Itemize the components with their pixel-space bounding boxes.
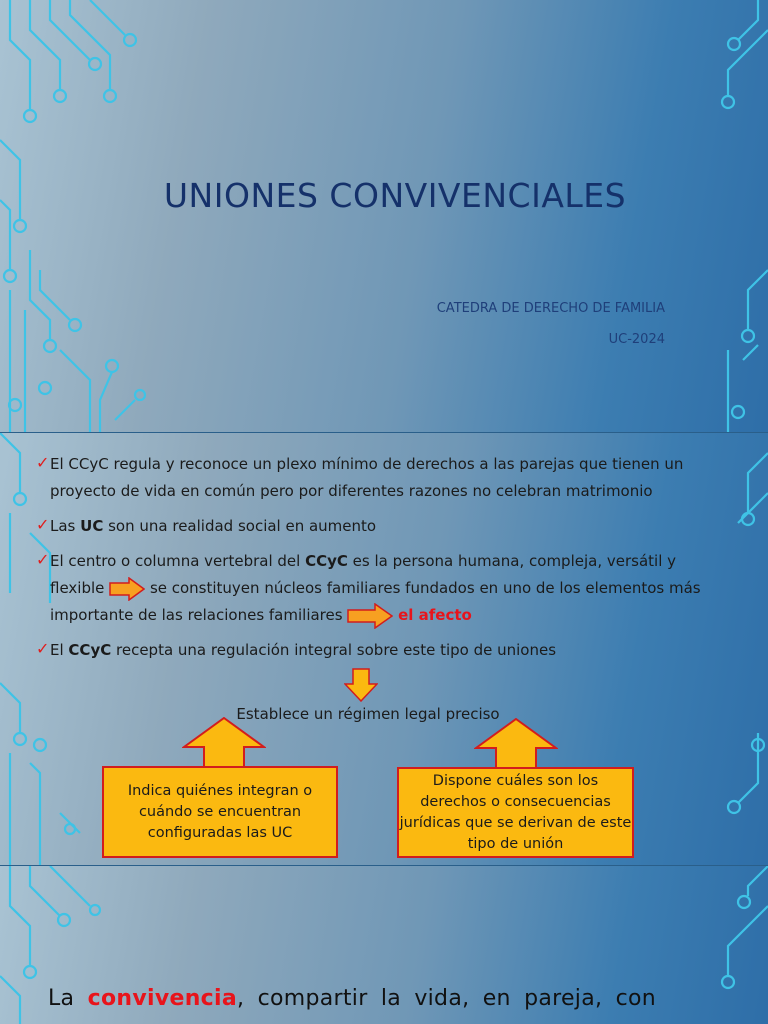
bullet-text: El CCyC regula y reconoce un plexo mínimo de derechos a las parejas que tienen un proyecto de vida en común pero por diferentes razones no celebran matrimonio [50, 455, 684, 500]
slide-content [0, 433, 768, 865]
bullet-item [36, 513, 716, 540]
up-arrow-icon [474, 718, 558, 770]
info-box-text: Dispone cuáles son los derechos o consecuencias jurídicas que se derivan de este tipo de unión [399, 772, 632, 852]
quote-highlight: convivencia [87, 986, 237, 1011]
circuit-decoration-left [0, 0, 160, 432]
bullet-text: se constituyen núcleos familiares fundados en uno de los elementos más importante de las relaciones familiares [50, 579, 701, 624]
regime-statement: Establece un régimen legal preciso [236, 705, 500, 723]
right-arrow-icon [347, 603, 393, 629]
checkmark-icon: ✓ [36, 515, 50, 534]
bullet-text: recepta una regulación integral sobre este tipo de uniones [111, 641, 557, 659]
quote-part: La [48, 986, 88, 1011]
down-arrow-icon [344, 668, 378, 702]
checkmark-icon: ✓ [36, 550, 50, 569]
quote-text [48, 986, 656, 1011]
info-box-text: Indica quiénes integran o cuándo se encuentran configuradas las UC [127, 782, 313, 841]
bullet-item [36, 637, 716, 664]
checkmark-icon: ✓ [36, 639, 50, 658]
bullet-list [36, 451, 716, 672]
up-arrow-icon [182, 717, 266, 769]
slide-quote [0, 866, 768, 1024]
slide-title-text: UNIONES CONVIVENCIALES [163, 176, 627, 215]
bullet-item [36, 451, 716, 505]
bullet-text: Las [50, 517, 81, 535]
slide-title [0, 0, 768, 432]
bullet-text: El [50, 641, 69, 659]
info-box-members [102, 766, 338, 858]
circuit-decoration-right [688, 866, 768, 1024]
info-box-rights [397, 767, 634, 858]
bullet-text: es la persona humana, compleja, versátil y flexible [50, 552, 677, 597]
bullet-bold-term: CCyC [68, 641, 112, 659]
course-name: CATEDRA DE DERECHO DE FAMILIA [436, 301, 665, 316]
quote-part: , compartir la vida, en pareja, con [237, 986, 656, 1011]
bullet-bold-term: UC [80, 517, 104, 535]
right-arrow-icon [109, 577, 145, 601]
bullet-text: El centro o columna vertebral del [50, 552, 306, 570]
circuit-decoration-right [688, 0, 768, 432]
checkmark-icon: ✓ [36, 453, 50, 472]
bullet-item [36, 548, 716, 629]
bullet-bold-term: CCyC [305, 552, 348, 570]
course-year: UC-2024 [608, 332, 665, 347]
bullet-text: son una realidad social en aumento [103, 517, 377, 535]
highlight-text: el afecto [398, 606, 472, 624]
